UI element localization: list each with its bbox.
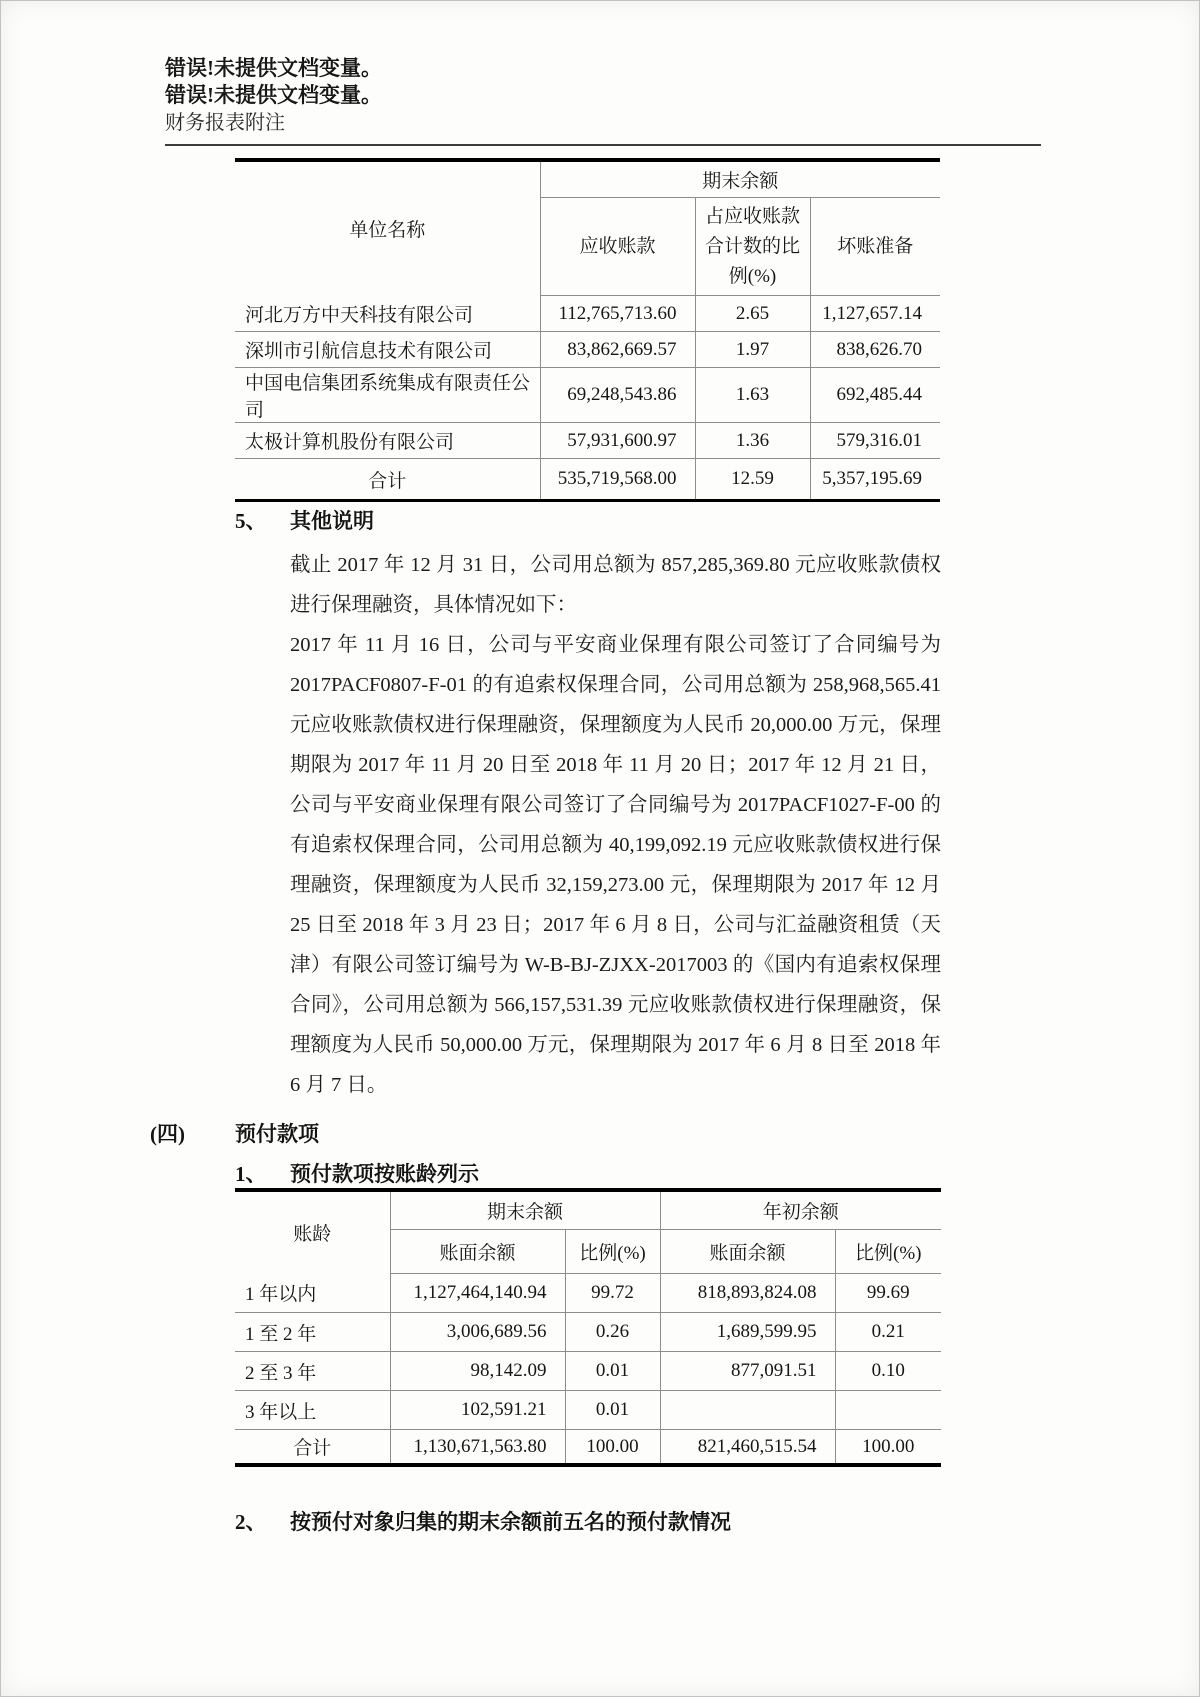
col-header-ratio: 占应收账款合计数的比例(%) [695,198,810,296]
table-group-header-row [235,1190,941,1230]
section4-heading [150,1118,319,1148]
cell-unit-name: 中国电信集团系统集成有限责任公司 [235,368,540,423]
section5-number: 5、 [235,509,267,533]
section4-sub2-heading [235,1506,731,1536]
table-group-header-row [235,160,940,198]
cell-ratio: 1.97 [695,332,810,368]
cell-end-balance: 98,142.09 [390,1352,565,1391]
cell-unit-name: 河北万方中天科技有限公司 [235,296,540,332]
col-header-book-balance-begin: 账面余额 [660,1230,835,1274]
section5-paragraph-1: 截止 2017 年 12 月 31 日，公司用总额为 857,285,369.80 元应收账款债权进行保理融资，具体情况如下： [290,554,941,616]
cell-bad-debt: 838,626.70 [810,332,940,368]
col-group-header-beginning-balance: 年初余额 [660,1190,941,1230]
cell-bad-debt: 579,316.01 [810,423,940,459]
section5-paragraph-2: 2017 年 11 月 16 日，公司与平安商业保理有限公司签订了合同编号为 2017PACF0807-F-01 的有追索权保理合同，公司用总额为 258,968,565.41 元应收账款债权进行保理融资，保理额度为人民币 20,000.00 万元，保理期限为 2017 年 11 月 20 日至 2018 年 11 月 20 日；2017 年 12 月 21 日，公司与平安商业保理有限公司签订了合同编号为 2017PACF1027-F-00 的有追索权保理合同，公司用总额为 40,199,092.19 元应收账款债权进行保理融资，保理额度为人民币 32,159,273.00 元，保理期限为 2017 年 12 月 25 日至 2018 年 3 月 23 日；2017 年 6 月 8 日，公司与汇益融资租赁（天津）有限公司签订编号为 W-B-BJ-ZJXX-2017003 的《国内有追索权保理合同》，公司用总额为 566,157,531.39 元应收账款债权进行保理融资，保理额度为人民币 50,000.00 万元，保理期限为 2017 年 6 月 8 日至 2018 年 6 月 7 日。 [290,634,941,1096]
header-section-label: 财务报表附注 [165,112,285,134]
cell-end-ratio: 0.01 [565,1352,660,1391]
table-total-row [235,459,940,501]
cell-end-ratio-total: 100.00 [565,1430,660,1466]
prepayments-aging-table [235,1188,941,1467]
cell-receivable: 69,248,543.86 [540,368,695,423]
col-header-book-balance-end: 账面余额 [390,1230,565,1274]
cell-bad-debt: 1,127,657.14 [810,296,940,332]
cell-end-ratio: 99.72 [565,1274,660,1313]
cell-bad-debt: 692,485.44 [810,368,940,423]
section5-body [290,545,941,1105]
col-header-aging: 账龄 [235,1190,390,1274]
cell-aging: 1 至 2 年 [235,1313,390,1352]
table-row [235,1391,941,1430]
section4-title: 预付款项 [235,1122,319,1146]
col-header-ratio-end: 比例(%) [565,1230,660,1274]
table-total-row [235,1430,941,1466]
col-header-bad-debt: 坏账准备 [810,198,940,296]
cell-begin-balance-total: 821,460,515.54 [660,1430,835,1466]
cell-aging: 2 至 3 年 [235,1352,390,1391]
cell-end-balance-total: 1,130,671,563.80 [390,1430,565,1466]
cell-begin-balance: 818,893,824.08 [660,1274,835,1313]
cell-end-balance: 102,591.21 [390,1391,565,1430]
col-header-receivable: 应收账款 [540,198,695,296]
cell-begin-ratio [835,1391,941,1430]
header-error-line-1: 错误!未提供文档变量。 [165,56,382,80]
cell-receivable: 57,931,600.97 [540,423,695,459]
section4-sub2-title: 按预付对象归集的期末余额前五名的预付款情况 [290,1510,731,1534]
cell-receivable: 83,862,669.57 [540,332,695,368]
cell-begin-ratio: 99.69 [835,1274,941,1313]
table-row [235,1313,941,1352]
cell-bad-debt-total: 5,357,195.69 [810,459,940,501]
cell-receivable: 112,765,713.60 [540,296,695,332]
col-group-header-ending-balance: 期末余额 [390,1190,660,1230]
table-row [235,332,940,368]
document-header [165,55,1041,146]
cell-ratio: 2.65 [695,296,810,332]
table-row [235,1274,941,1313]
cell-end-ratio: 0.26 [565,1313,660,1352]
cell-ratio: 1.63 [695,368,810,423]
cell-begin-ratio: 0.21 [835,1313,941,1352]
cell-ratio-total: 12.59 [695,459,810,501]
section4-sub2-number: 2、 [235,1510,267,1534]
cell-begin-balance [660,1391,835,1430]
section4-sub1-heading [235,1158,479,1188]
cell-receivable-total: 535,719,568.00 [540,459,695,501]
section5-title: 其他说明 [290,509,374,533]
cell-total-label: 合计 [368,470,407,492]
section5-heading [235,505,374,535]
col-group-header-ending-balance: 期末余额 [540,160,940,198]
cell-unit-name: 深圳市引航信息技术有限公司 [235,332,540,368]
cell-begin-ratio-total: 100.00 [835,1430,941,1466]
cell-end-balance: 3,006,689.56 [390,1313,565,1352]
col-header-ratio-begin: 比例(%) [835,1230,941,1274]
cell-total-label: 合计 [293,1438,332,1459]
cell-end-ratio: 0.01 [565,1391,660,1430]
cell-begin-balance: 1,689,599.95 [660,1313,835,1352]
cell-unit-name: 太极计算机股份有限公司 [235,423,540,459]
table-row [235,368,940,423]
cell-begin-ratio: 0.10 [835,1352,941,1391]
cell-end-balance: 1,127,464,140.94 [390,1274,565,1313]
section4-sub1-number: 1、 [235,1162,267,1186]
cell-aging: 1 年以内 [235,1274,390,1313]
col-header-unit-name: 单位名称 [235,160,540,296]
cell-aging: 3 年以上 [235,1391,390,1430]
section4-sub1-title: 预付款项按账龄列示 [290,1162,479,1186]
table-row [235,423,940,459]
table-row [235,1352,941,1391]
top-receivables-table [235,158,940,502]
cell-ratio: 1.36 [695,423,810,459]
cell-begin-balance: 877,091.51 [660,1352,835,1391]
section4-number: (四) [150,1122,185,1146]
table-row [235,296,940,332]
header-error-line-2: 错误!未提供文档变量。 [165,83,382,107]
